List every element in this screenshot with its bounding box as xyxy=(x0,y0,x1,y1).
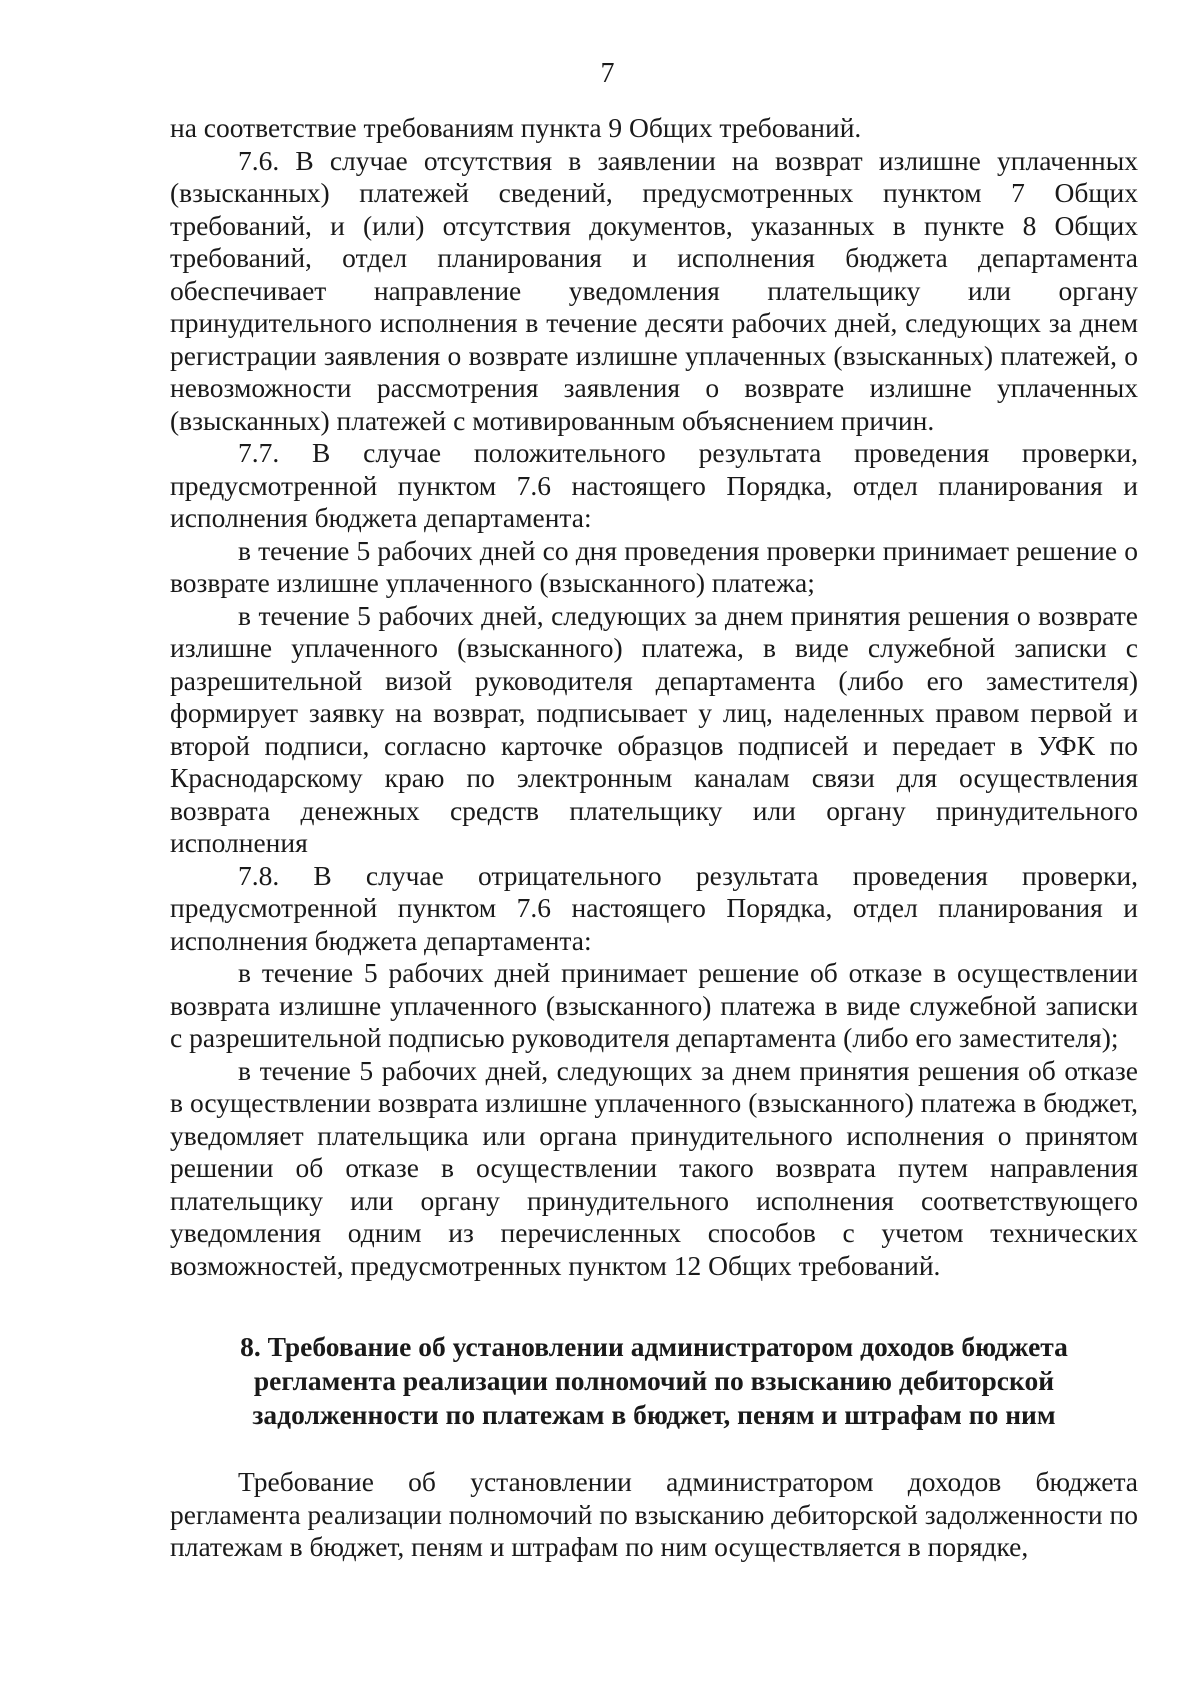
paragraph-7-8: 7.8. В случае отрицательного результата проведения проверки, предусмотренной пунктом 7.6 настоящего Порядка, отдел планирования и исполнения бюджета департамента: xyxy=(170,859,1138,956)
paragraph-7-8-item-1: в течение 5 рабочих дней принимает решение об отказе в осуществлении возврата излишне уплаченного (взысканного) платежа в виде служебной записки с разрешительной подписью руководителя департамента (либо его заместителя); xyxy=(170,957,1138,1053)
paragraph-7-6: 7.6. В случае отсутствия в заявлении на возврат излишне уплаченных (взысканных) платежей сведений, предусмотренных пунктом 7 Общих требований, и (или) отсутствия документов, указанных в пункте 8 Общих требований, отдел планирования и исполнения бюджета департамента обеспечивает направление уведомления плательщику или органу принудительного исполнения в течение десяти рабочих дней, следующих за днем регистрации заявления о возврате излишне уплаченных (взысканных) платежей, о невозможности рассмотрения заявления о возврате излишне уплаченных (взысканных) платежей с мотивированным объяснением причин. xyxy=(170,144,1138,436)
document-body xyxy=(170,112,1138,1564)
paragraph-section-8: Требование об установлении администратором доходов бюджета регламента реализации полномочий по взысканию дебиторской задолженности по платежам в бюджет, пеням и штрафам по ним осуществляется в порядке, xyxy=(170,1466,1138,1562)
paragraph-7-7-item-2: в течение 5 рабочих дней, следующих за днем принятия решения о возврате излишне уплаченного (взысканного) платежа, в виде служебной записки с разрешительной визой руководителя департамента (либо его заместителя) формирует заявку на возврат, подписывает у лиц, наделенных правом первой и второй подписи, согласно карточке образцов подписей и передает в УФК по Краснодарскому краю по электронным каналам связи для осуществления возврата денежных средств плательщику или органу принудительного исполнения xyxy=(170,599,1138,858)
paragraph-7-7: 7.7. В случае положительного результата проведения проверки, предусмотренной пунктом 7.6 настоящего Порядка, отдел планирования и исполнения бюджета департамента: xyxy=(170,437,1138,533)
paragraph-7-8-item-2: в течение 5 рабочих дней, следующих за днем принятия решения об отказе в осуществлении возврата излишне уплаченного (взысканного) платежа в бюджет, уведомляет плательщика или органа принудительного исполнения о принятом решении об отказе в осуществлении такого возврата путем направления плательщику или органу принудительного исполнения соответствующего уведомления одним из перечисленных способов с учетом технических возможностей, предусмотренных пунктом 12 Общих требований. xyxy=(170,1054,1138,1281)
page-number: 7 xyxy=(600,58,615,89)
paragraph-continuation: на соответствие требованиям пункта 9 Общих требований. xyxy=(170,112,862,143)
paragraph-7-7-item-1: в течение 5 рабочих дней со дня проведения проверки принимает решение о возврате излишне уплаченного (взысканного) платежа; xyxy=(170,534,1138,598)
section-8-heading: 8. Требование об установлении администратором доходов бюджета регламента реализации полномочий по взысканию дебиторской задолженности по платежам в бюджет, пеням и штрафам по ним xyxy=(240,1331,1068,1430)
